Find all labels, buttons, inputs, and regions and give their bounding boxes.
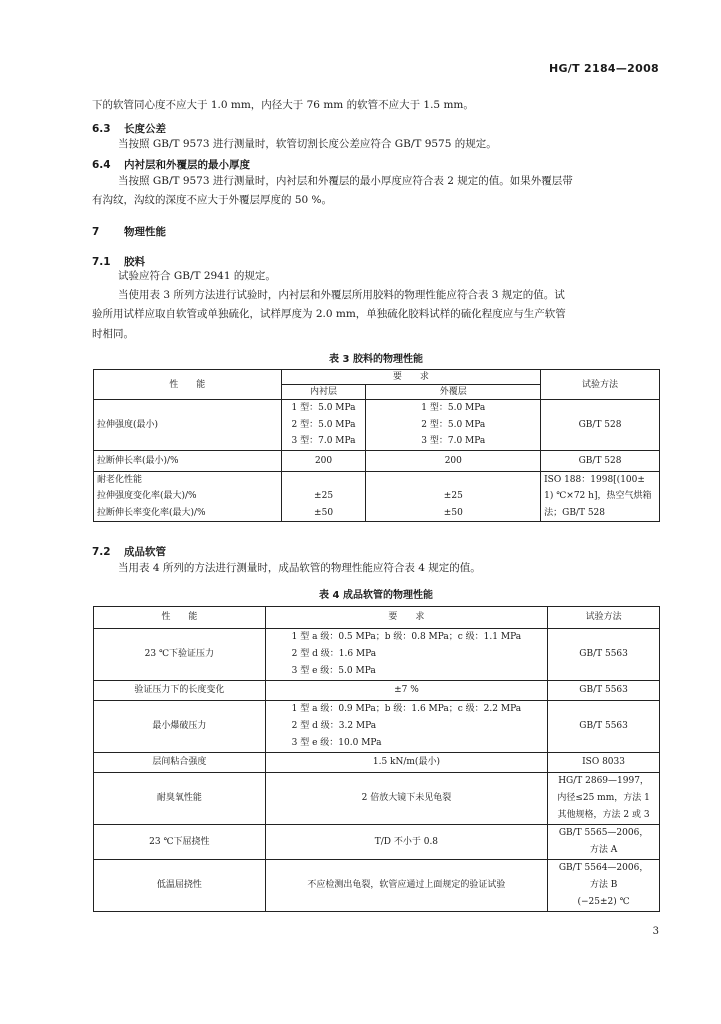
value-line: 内径≤25 mm，方法 1 (557, 793, 650, 803)
value-line: 1 型：5.0 MPa (421, 403, 486, 413)
value-line: GB/T 5564—2006， (558, 863, 649, 873)
value-line: GB/T 5563 (579, 685, 628, 695)
method-cell (548, 701, 660, 753)
value-line: T/D 不小于 0.8 (374, 836, 439, 847)
value-line: 1.5 kN/m(最小) (372, 757, 440, 767)
outer-cell (366, 400, 541, 451)
requirement-cell (265, 681, 547, 701)
value-line: ±50 (443, 507, 463, 518)
table-row (94, 681, 660, 701)
table-row (94, 701, 660, 753)
value-line: 1 型 a 级：0.5 MPa；b 级：0.8 MPa；c 级：1.1 MPa (291, 632, 522, 642)
property-cell: 耐臭氧性能 (94, 773, 266, 825)
table-row (94, 860, 660, 912)
paragraph-line: 验所用试样应取自软管或单独硫化，试样厚度为 2.0 mm，单独硫化胶料试样的硫化程度应与生产软管 (92, 308, 566, 320)
header-inner-layer: 内衬层 (281, 385, 366, 400)
method-cell (548, 753, 660, 773)
value-line: 拉伸强度变化率(最大)/% (97, 491, 197, 501)
method-cell (548, 860, 660, 912)
section-title: 长度公差 (124, 123, 166, 135)
paragraph-line: 试验应符合 GB/T 2941 的规定。 (118, 270, 276, 282)
property-cell: 低温屈挠性 (94, 860, 266, 912)
property-cell: 23 ℃下验证压力 (94, 629, 266, 681)
header-method: 试验方法 (541, 370, 660, 400)
value-line: ISO 188：1998[(100± (544, 474, 645, 485)
property-cell: 拉伸强度(最小) (94, 400, 282, 451)
value-line: 法；GB/T 528 (544, 507, 606, 518)
section-number: 7.2 (92, 546, 111, 558)
value-line: 1) ℃×72 h]，热空气烘箱 (544, 491, 652, 501)
standard-code: HG/T 2184—2008 (548, 62, 659, 75)
paragraph-line: 有沟纹，沟纹的深度不应大于外覆层厚度的 50 %。 (92, 194, 333, 206)
value-line: 方法 B (589, 880, 618, 890)
value-line: 1 型：5.0 MPa (291, 403, 356, 413)
table-3 (93, 369, 660, 522)
paragraph-line: 当按照 GB/T 9573 进行测量时，软管切割长度公差应符合 GB/T 9575 的规定。 (118, 138, 497, 150)
value-line: 2 型 d 级：1.6 MPa (291, 649, 377, 659)
paragraph-line: 时相同。 (92, 328, 134, 340)
value-line: 耐老化性能 (97, 474, 143, 485)
inner-cell (281, 400, 366, 451)
header-property: 性 能 (94, 370, 282, 400)
value-line: 3 型 e 级：5.0 MPa (291, 666, 376, 676)
header-method: 试验方法 (548, 607, 660, 629)
section-number: 7 (92, 226, 100, 238)
value-line: GB/T 5563 (579, 721, 628, 731)
property-cell: 层间粘合强度 (94, 753, 266, 773)
table-row (94, 450, 660, 471)
table-row (94, 773, 660, 825)
section-title: 成品软管 (124, 546, 166, 558)
value-line: ISO 8033 (582, 757, 625, 767)
value-line: 2 型：5.0 MPa (291, 419, 356, 430)
value-line: 3 型：7.0 MPa (421, 436, 486, 446)
requirement-cell (265, 773, 547, 825)
property-cell: 验证压力下的长度变化 (94, 681, 266, 701)
table-row (94, 753, 660, 773)
section-number: 7.1 (92, 256, 111, 268)
section-7-heading (92, 224, 166, 239)
inner-cell: 200 (281, 450, 366, 471)
section-7-2-heading (92, 544, 166, 559)
value-line: 2 型：5.0 MPa (421, 419, 486, 430)
header-requirement: 要 求 (265, 607, 547, 629)
section-6-3-heading (92, 121, 166, 136)
value-line: ±7 % (394, 685, 419, 695)
outer-cell: 200 (366, 450, 541, 471)
property-cell: 拉断伸长率(最小)/% (94, 450, 282, 471)
table-row (94, 400, 660, 451)
requirement-cell (265, 629, 547, 681)
property-cell (94, 471, 282, 522)
section-title: 胶料 (124, 256, 145, 268)
method-cell (548, 825, 660, 860)
value-line: 其他规格，方法 2 或 3 (557, 810, 650, 820)
paragraph-line: 下的软管同心度不应大于 1.0 mm，内径大于 76 mm 的软管不应大于 1.5 mm。 (92, 99, 474, 111)
value-line: 3 型：7.0 MPa (291, 436, 356, 446)
value-line: 2 倍放大镜下未见龟裂 (361, 793, 452, 803)
requirement-cell (265, 825, 547, 860)
header-property: 性 能 (94, 607, 266, 629)
paragraph-line: 当按照 GB/T 9573 进行测量时，内衬层和外覆层的最小厚度应符合表 2 规定的值。如果外覆层带 (118, 175, 573, 187)
section-number: 6.4 (92, 159, 111, 171)
method-cell (541, 471, 660, 522)
value-line: ±25 (314, 491, 334, 501)
table-row (94, 825, 660, 860)
requirement-cell (265, 753, 547, 773)
section-6-4-heading (92, 157, 250, 172)
inner-cell (281, 471, 366, 522)
requirement-cell (265, 701, 547, 753)
method-cell (548, 681, 660, 701)
requirement-cell (265, 860, 547, 912)
property-cell: 23 ℃下屈挠性 (94, 825, 266, 860)
header-outer-cover: 外覆层 (366, 385, 541, 400)
value-line: GB/T 5565—2006， (558, 828, 649, 838)
table-3-caption: 表 3 胶料的物理性能 (329, 354, 423, 365)
header-requirement: 要 求 (281, 370, 541, 385)
value-line: 不应检测出龟裂，软管应通过上面规定的验证试验 (307, 880, 506, 890)
value-line: 1 型 a 级：0.9 MPa；b 级：1.6 MPa；c 级：2.2 MPa (291, 704, 522, 714)
table-4-caption: 表 4 成品软管的物理性能 (319, 590, 433, 601)
value-line: ±25 (443, 491, 463, 501)
method-cell: GB/T 528 (541, 400, 660, 451)
value-line: 拉断伸长率变化率(最大)/% (97, 507, 206, 518)
section-title: 物理性能 (124, 226, 166, 238)
method-cell: GB/T 528 (541, 450, 660, 471)
table-row (94, 471, 660, 522)
outer-cell (366, 471, 541, 522)
value-line: GB/T 5563 (579, 649, 628, 659)
value-line: 2 型 d 级：3.2 MPa (291, 721, 377, 731)
table-4 (93, 606, 660, 912)
table-row (94, 629, 660, 681)
value-line: HG/T 2869—1997， (558, 776, 649, 786)
section-title: 内衬层和外覆层的最小厚度 (124, 159, 250, 171)
method-cell (548, 629, 660, 681)
value-line: 方法 A (589, 845, 618, 855)
method-cell (548, 773, 660, 825)
property-cell: 最小爆破压力 (94, 701, 266, 753)
value-line: ±50 (314, 507, 334, 518)
paragraph-line: 当使用表 3 所列方法进行试验时，内衬层和外覆层所用胶料的物理性能应符合表 3 规定的值。试 (118, 289, 565, 301)
section-number: 6.3 (92, 123, 111, 135)
value-line: 3 型 e 级：10.0 MPa (291, 738, 382, 748)
paragraph-line: 当用表 4 所列的方法进行测量时，成品软管的物理性能应符合表 4 规定的值。 (118, 562, 481, 574)
value-line: (−25±2) ℃ (577, 897, 630, 907)
page-number: 3 (652, 926, 659, 937)
